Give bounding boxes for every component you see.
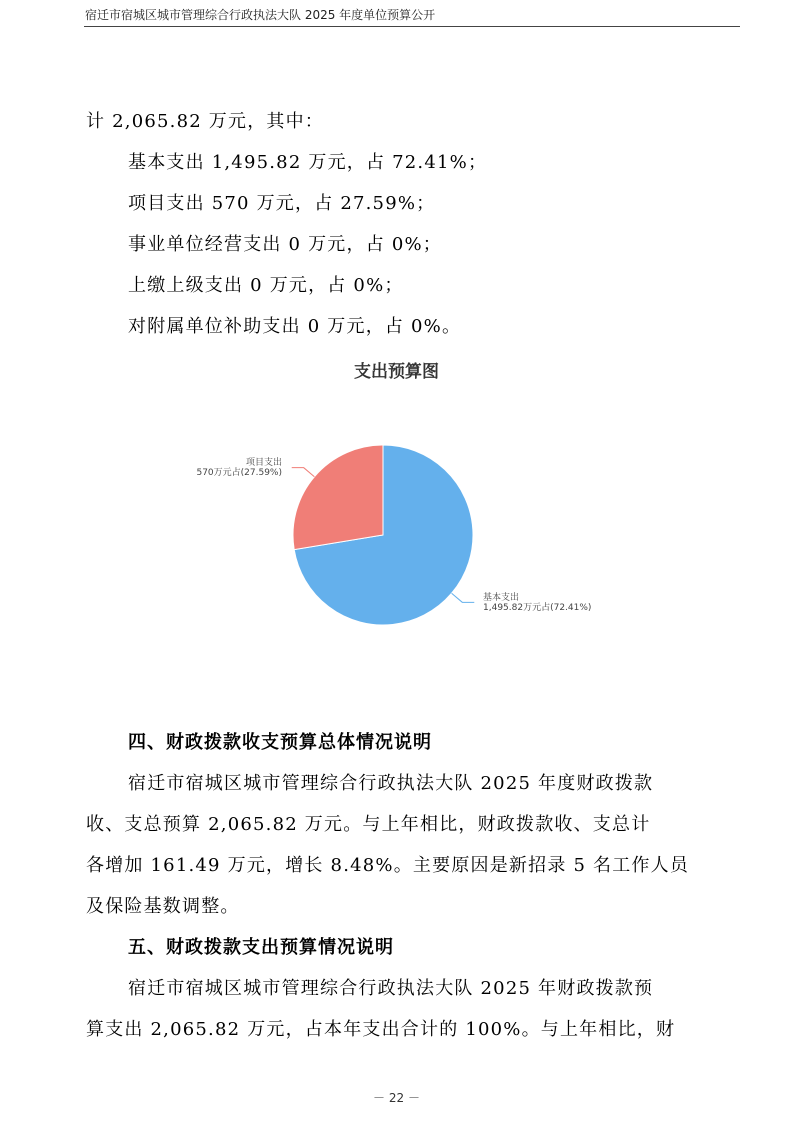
pie-slice-project bbox=[293, 445, 383, 550]
body-line: 事业单位经营支出 0 万元，占 0%； bbox=[128, 234, 442, 255]
body-line: 算支出 2,065.82 万元，占本年支出合计的 100%。与上年相比，财 bbox=[86, 1019, 676, 1040]
pie-leader-line-project bbox=[292, 468, 315, 477]
pie-label-project-value: 570万元占(27.59%) bbox=[196, 468, 282, 478]
body-line: 基本支出 1,495.82 万元，占 72.41%； bbox=[128, 152, 488, 173]
body-line: 及保险基数调整。 bbox=[86, 896, 240, 917]
body-line: 宿迁市宿城区城市管理综合行政执法大队 2025 年财政拨款预 bbox=[128, 978, 654, 999]
section-heading-4: 四、财政拨款收支预算总体情况说明 bbox=[128, 732, 432, 753]
pie-leader-line-basic bbox=[452, 593, 475, 602]
body-line: 宿迁市宿城区城市管理综合行政执法大队 2025 年度财政拨款 bbox=[128, 773, 654, 794]
body-line: 收、支总预算 2,065.82 万元。与上年相比，财政拨款收、支总计 bbox=[86, 814, 651, 835]
pie-label-basic-name: 基本支出 bbox=[483, 593, 520, 603]
body-line: 计 2,065.82 万元，其中： bbox=[86, 111, 324, 132]
pie-label-project-name: 项目支出 bbox=[245, 458, 282, 468]
pie-label-basic-value: 1,495.82万元占(72.41%) bbox=[483, 603, 592, 613]
chart-title: 支出预算图 bbox=[354, 362, 439, 382]
page-number: － 22 － bbox=[373, 1091, 420, 1105]
body-line: 项目支出 570 万元，占 27.59%； bbox=[128, 193, 436, 214]
body-line: 上缴上级支出 0 万元，占 0%； bbox=[128, 275, 404, 296]
section-heading-5: 五、财政拨款支出预算情况说明 bbox=[128, 937, 394, 958]
document-header: 宿迁市宿城区城市管理综合行政执法大队 2025 年度单位预算公开 bbox=[85, 8, 436, 22]
body-line: 各增加 161.49 万元，增长 8.48%。主要原因是新招录 5 名工作人员 bbox=[86, 855, 690, 876]
body-line: 对附属单位补助支出 0 万元，占 0%。 bbox=[128, 316, 462, 337]
